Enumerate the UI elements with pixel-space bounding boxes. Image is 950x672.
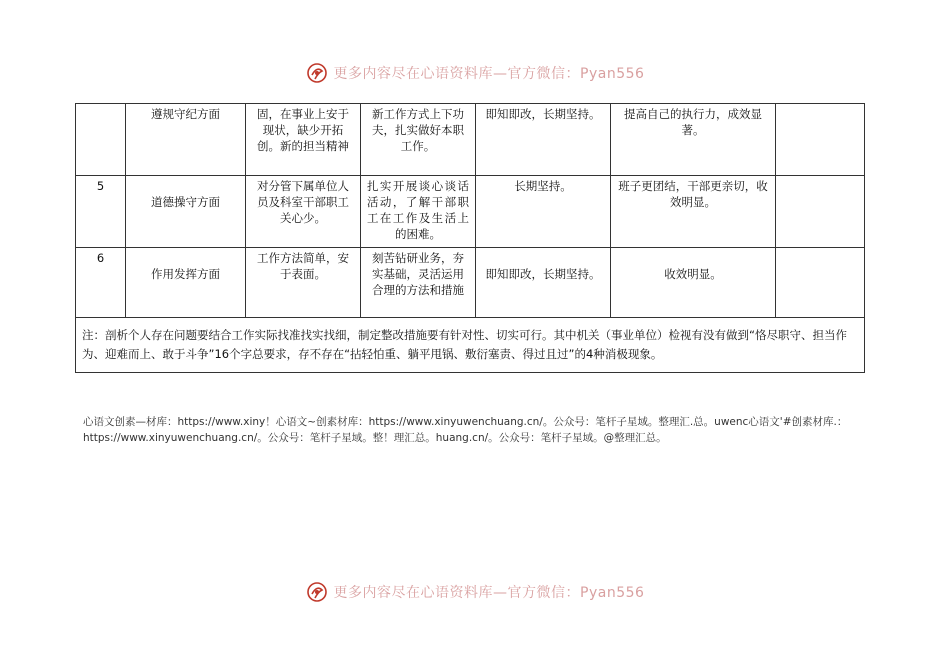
rectification-table (75, 103, 865, 373)
brand-logo-icon (306, 581, 328, 603)
banner-text: 更多内容尽在心语资料库—官方微信：Pyan556 (333, 66, 645, 82)
problem-cell: 对分管下属单位人员及科室干部职工关心少。 (246, 176, 361, 248)
measure-cell: 刻苦钻研业务，夯实基础，灵活运用合理的方法和措施 (361, 248, 476, 318)
note-text: 注：剖析个人存在问题要结合工作实际找准找实找细，制定整改措施要有针对性、切实可行。其中机关（事业单位）检视有没有做到“恪尽职守、担当作为、迎难而上、敢于斗争”16个字总要求，存不存在“拈轻怕重、躺平甩锅、敷衍塞责、得过且过”的4种消极现象。 (76, 318, 865, 373)
banner-text: 更多内容尽在心语资料库—官方微信：Pyan556 (333, 585, 645, 601)
footer-text: 心语文创素—材库：https://www.xiny！心语文~创素材库：https://www.xinyuwenchuang.cn/。公众号：笔杆子星域。整理汇.总。uwenc心语文'#创素材库.：https://www.xinyuwenchuang.cn/。公众号：笔杆子星域。整！理汇总。huang.cn/。公众号：笔杆子星域。@整理汇总。 (83, 416, 848, 444)
row-number (76, 104, 126, 176)
extra-cell (776, 176, 865, 248)
aspect-cell: 作用发挥方面 (126, 248, 246, 318)
row-number: 6 (76, 248, 126, 318)
header-banner (0, 60, 950, 86)
problem-cell: 工作方法简单，安于表面。 (246, 248, 361, 318)
table-row-note (76, 318, 865, 373)
measure-cell: 新工作方式上下功夫，扎实做好本职工作。 (361, 104, 476, 176)
aspect-cell: 道德操守方面 (126, 176, 246, 248)
time-cell: 长期坚持。 (476, 176, 611, 248)
brand-logo-icon (306, 62, 328, 84)
time-cell: 即知即改，长期坚持。 (476, 248, 611, 318)
table-row (76, 248, 865, 318)
table-row (76, 176, 865, 248)
time-cell: 即知即改，长期坚持。 (476, 104, 611, 176)
extra-cell (776, 104, 865, 176)
measure-cell: 扎实开展谈心谈话活动，了解干部职工在工作及生活上的困难。 (361, 176, 476, 248)
table-row (76, 104, 865, 176)
effect-cell: 班子更团结，干部更亲切，收效明显。 (611, 176, 776, 248)
aspect-cell: 遵规守纪方面 (126, 104, 246, 176)
effect-cell: 收效明显。 (611, 248, 776, 318)
footer-banner (0, 579, 950, 605)
effect-cell: 提高自己的执行力，成效显著。 (611, 104, 776, 176)
row-number: 5 (76, 176, 126, 248)
extra-cell (776, 248, 865, 318)
problem-cell: 固，在事业上安于现状，缺少开拓创。新的担当精神 (246, 104, 361, 176)
